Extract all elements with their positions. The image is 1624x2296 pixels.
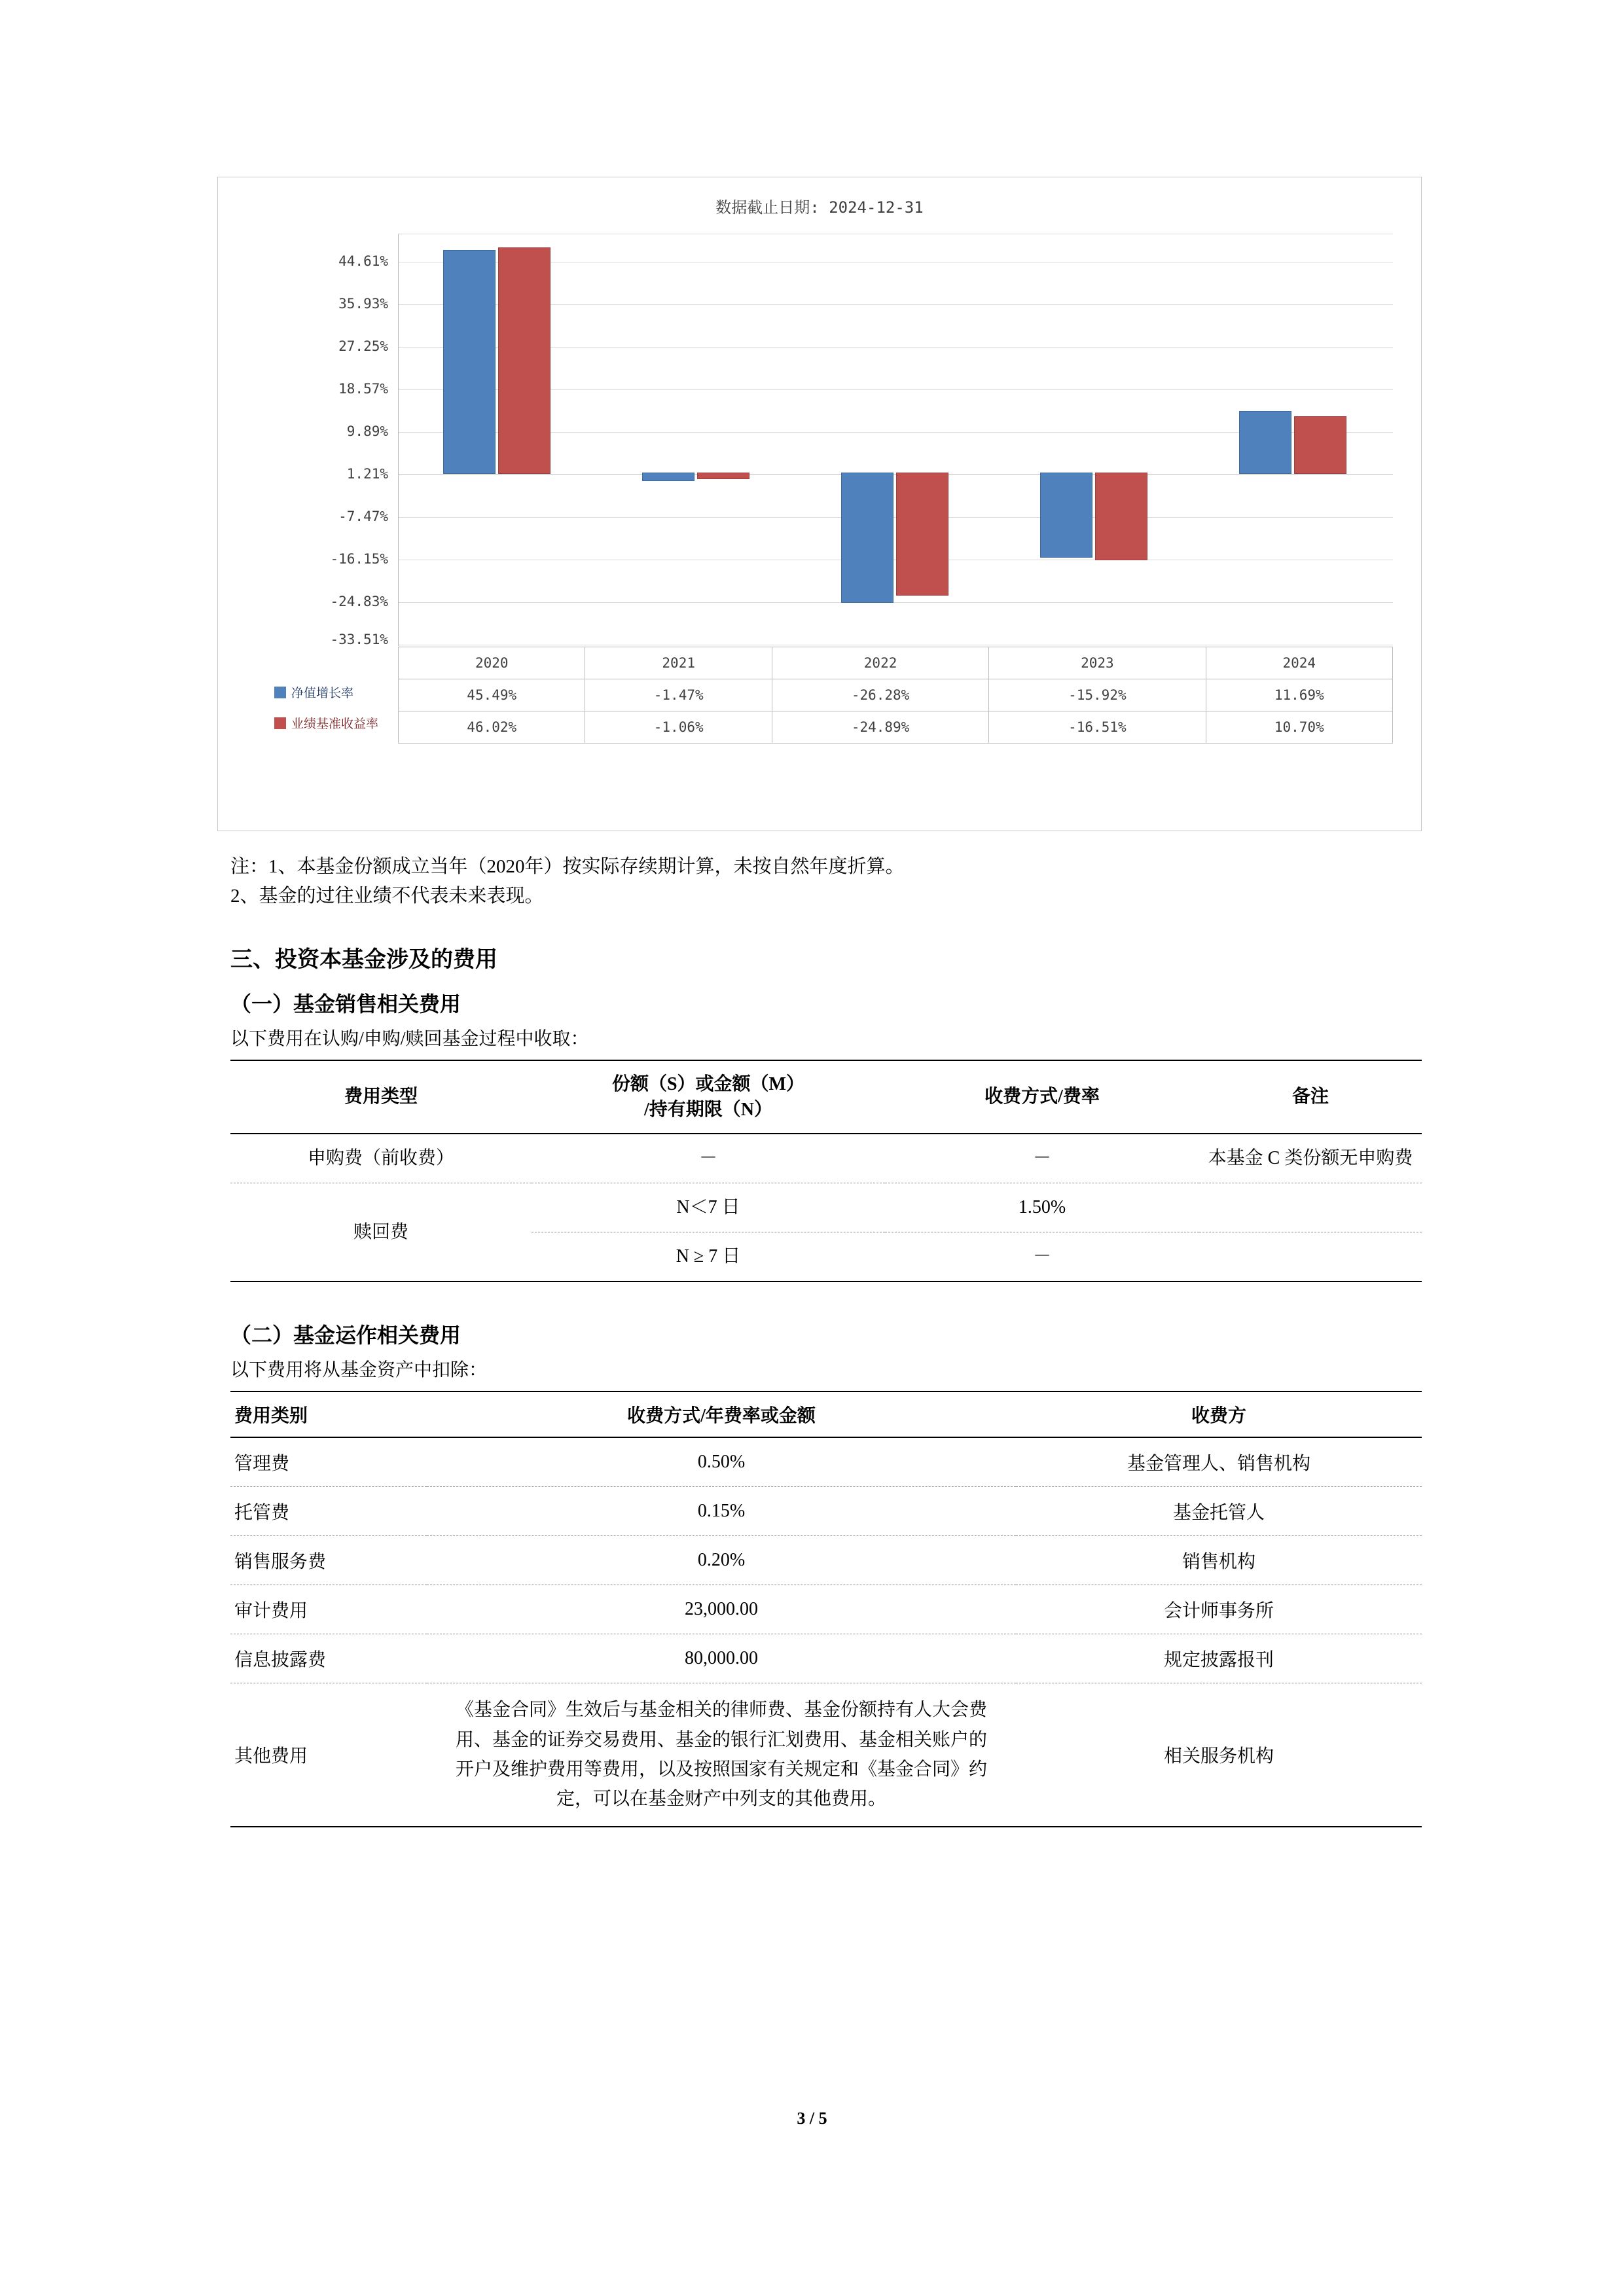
chart-table-year: 2020 bbox=[399, 647, 585, 679]
bar-benchmark-2022 bbox=[896, 473, 948, 596]
operating-fee-table bbox=[230, 1391, 1422, 1827]
cell-payee: 基金管理人、销售机构 bbox=[1016, 1437, 1422, 1487]
cell-payee: 销售机构 bbox=[1016, 1536, 1422, 1585]
bar-net-value-2021 bbox=[642, 473, 695, 481]
y-tick-label: -33.51% bbox=[330, 632, 388, 647]
cell-category: 其他费用 bbox=[230, 1683, 427, 1827]
table-row bbox=[230, 1437, 1422, 1487]
col-header-line-2: /持有期限（N） bbox=[643, 1100, 772, 1121]
col-header-line-1: 份额（S）或金额（M） bbox=[611, 1073, 804, 1094]
chart-legend bbox=[270, 677, 399, 738]
table-row bbox=[230, 1487, 1422, 1536]
section-heading-3: 三、投资本基金涉及的费用 bbox=[230, 947, 497, 972]
chart-table-cell: -1.47% bbox=[585, 679, 772, 711]
legend-label-benchmark: 业绩基准收益率 bbox=[291, 717, 379, 731]
chart-table-year: 2022 bbox=[772, 647, 988, 679]
cell-fee-type-redemption: 赎回费 bbox=[230, 1183, 532, 1282]
chart-table-cell: 45.49% bbox=[399, 679, 585, 711]
cell-remark: 本基金 C 类份额无申购费 bbox=[1199, 1134, 1422, 1183]
bar-benchmark-2023 bbox=[1095, 473, 1147, 560]
col-header-fee-category: 费用类别 bbox=[230, 1391, 427, 1437]
table-row bbox=[230, 1683, 1422, 1827]
y-tick-label: 9.89% bbox=[346, 423, 388, 439]
y-axis-labels bbox=[244, 234, 395, 646]
col-header-fee-type: 费用类型 bbox=[230, 1060, 532, 1134]
cell-category: 管理费 bbox=[230, 1437, 427, 1487]
chart-title: 数据截止日期: 2024-12-31 bbox=[715, 198, 924, 217]
cell-remark bbox=[1199, 1232, 1422, 1282]
table-row bbox=[230, 1634, 1422, 1683]
y-tick-label: 27.25% bbox=[338, 338, 388, 354]
chart-table-cell: 11.69% bbox=[1206, 679, 1393, 711]
chart-notes bbox=[230, 852, 1422, 911]
cell-rate: 1.50% bbox=[885, 1183, 1199, 1232]
cell-other-fee-description: 《基金合同》生效后与基金相关的律师费、基金份额持有人大会费用、基金的证券交易费用、基金的银行汇划费用、基金相关账户的开户及维护费用等费用，以及按照国家有关规定和《基金合同》约定，可以在基金财产中列支的其他费用。 bbox=[427, 1683, 1016, 1827]
cell-payee: 相关服务机构 bbox=[1016, 1683, 1422, 1827]
cell-amount: N＜7 日 bbox=[532, 1183, 885, 1232]
bar-group-2024 bbox=[1195, 234, 1394, 646]
chart-table-header-row bbox=[399, 647, 1393, 679]
table-header-row bbox=[230, 1391, 1422, 1437]
col-header-remark: 备注 bbox=[1199, 1060, 1422, 1134]
table-header-row bbox=[230, 1060, 1422, 1134]
y-tick-label: 35.93% bbox=[338, 296, 388, 312]
chart-note-1: 注：1、本基金份额成立当年（2020年）按实际存续期计算，未按自然年度折算。 bbox=[230, 856, 905, 877]
cell-payee: 基金托管人 bbox=[1016, 1487, 1422, 1536]
chart-table-year: 2023 bbox=[989, 647, 1206, 679]
cell-rate: 0.20% bbox=[427, 1536, 1016, 1585]
y-tick-label: 18.57% bbox=[338, 381, 388, 397]
table-row bbox=[230, 1134, 1422, 1183]
cell-payee: 会计师事务所 bbox=[1016, 1585, 1422, 1634]
chart-table-row-benchmark bbox=[399, 711, 1393, 744]
bar-group-2023 bbox=[996, 234, 1195, 646]
legend-label-net-value: 净值增长率 bbox=[291, 687, 354, 700]
col-header-rate-amount: 收费方式/年费率或金额 bbox=[427, 1391, 1016, 1437]
chart-table-cell: -16.51% bbox=[989, 711, 1206, 744]
legend-swatch-icon bbox=[274, 687, 286, 698]
cell-fee-type: 申购费（前收费） bbox=[230, 1134, 532, 1183]
chart-bars-region bbox=[398, 234, 1393, 646]
legend-swatch-icon bbox=[274, 717, 286, 729]
y-tick-label: -24.83% bbox=[330, 594, 388, 609]
cell-rate: 80,000.00 bbox=[427, 1634, 1016, 1683]
cell-amount: N ≥ 7 日 bbox=[532, 1232, 885, 1282]
y-tick-label: -7.47% bbox=[338, 509, 388, 524]
bar-net-value-2023 bbox=[1040, 473, 1092, 558]
bar-net-value-2020 bbox=[443, 250, 496, 474]
bar-benchmark-2021 bbox=[697, 473, 749, 479]
y-tick-label: -16.15% bbox=[330, 551, 388, 567]
cell-rate: 0.50% bbox=[427, 1437, 1016, 1487]
chart-table-cell: -1.06% bbox=[585, 711, 772, 744]
cell-category: 信息披露费 bbox=[230, 1634, 427, 1683]
chart-table-cell: -26.28% bbox=[772, 679, 988, 711]
bar-group-2022 bbox=[797, 234, 996, 646]
subsection-heading-2: （二）基金运作相关费用 bbox=[230, 1323, 461, 1348]
table-row bbox=[230, 1183, 1422, 1232]
col-header-rate: 收费方式/费率 bbox=[885, 1060, 1199, 1134]
bar-net-value-2022 bbox=[841, 473, 893, 603]
cell-rate: － bbox=[885, 1134, 1199, 1183]
chart-table-row-net-value bbox=[399, 679, 1393, 711]
chart-table-cell: 46.02% bbox=[399, 711, 585, 744]
page-number: 3 / 5 bbox=[797, 2109, 827, 2128]
y-tick-label: 1.21% bbox=[346, 466, 388, 482]
cell-rate: 23,000.00 bbox=[427, 1585, 1016, 1634]
subsection-2-lead: 以下费用将从基金资产中扣除： bbox=[230, 1360, 488, 1381]
table-row bbox=[230, 1536, 1422, 1585]
cell-payee: 规定披露报刊 bbox=[1016, 1634, 1422, 1683]
table-row bbox=[230, 1585, 1422, 1634]
subsection-heading-1: （一）基金销售相关费用 bbox=[230, 992, 461, 1016]
col-header-payee: 收费方 bbox=[1016, 1391, 1422, 1437]
chart-table-cell: 10.70% bbox=[1206, 711, 1393, 744]
bar-benchmark-2020 bbox=[498, 247, 550, 474]
chart-table-cell: -15.92% bbox=[989, 679, 1206, 711]
cell-rate: 0.15% bbox=[427, 1487, 1016, 1536]
cell-category: 托管费 bbox=[230, 1487, 427, 1536]
y-tick-label: 44.61% bbox=[338, 253, 388, 269]
cell-category: 审计费用 bbox=[230, 1585, 427, 1634]
chart-table-cell: -24.89% bbox=[772, 711, 988, 744]
chart-data-table bbox=[398, 647, 1393, 744]
chart-table-year: 2021 bbox=[585, 647, 772, 679]
cell-rate: － bbox=[885, 1232, 1199, 1282]
cell-category: 销售服务费 bbox=[230, 1536, 427, 1585]
subsection-1-lead: 以下费用在认购/申购/赎回基金过程中收取： bbox=[230, 1028, 589, 1049]
bar-group-2021 bbox=[598, 234, 797, 646]
page-content bbox=[230, 177, 1422, 1827]
bar-group-2020 bbox=[399, 234, 598, 646]
col-header-amount-holding bbox=[532, 1060, 885, 1134]
legend-item-net-value bbox=[270, 677, 399, 708]
bar-series-container bbox=[399, 234, 1393, 646]
chart-plot-area bbox=[244, 234, 1396, 757]
cell-amount: － bbox=[532, 1134, 885, 1183]
chart-note-2: 2、基金的过往业绩不代表未来表现。 bbox=[230, 885, 544, 906]
performance-chart bbox=[217, 177, 1422, 831]
bar-net-value-2024 bbox=[1239, 411, 1291, 474]
legend-item-benchmark bbox=[270, 708, 399, 738]
cell-remark bbox=[1199, 1183, 1422, 1232]
bar-benchmark-2024 bbox=[1294, 416, 1346, 474]
chart-table-year: 2024 bbox=[1206, 647, 1393, 679]
sales-fee-table bbox=[230, 1060, 1422, 1282]
